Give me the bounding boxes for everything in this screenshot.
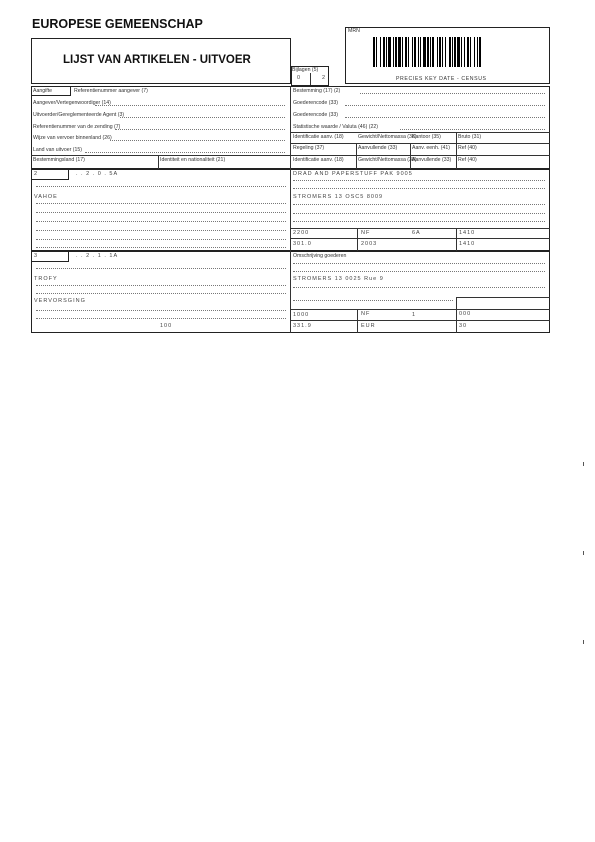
right-field-1: Goederencode (33) [293, 100, 338, 106]
bijlagen-value-a: 0 [297, 75, 302, 81]
document-title: LIJST VAN ARTIKELEN - UITVOER [63, 54, 251, 66]
item-1-number: 2 [34, 171, 39, 177]
community-title: EUROPESE GEMEENSCHAP [32, 17, 203, 31]
aangifte-label: Aangifte [33, 88, 53, 94]
right-row-c-1: Gewicht/Nettomassa (38) [358, 157, 417, 163]
field-uitvoerder: Uitvoerder/Gereglementeerde Agent (3) [33, 112, 125, 118]
right-row-b-2: Aanv. eenh. (41) [412, 145, 450, 151]
item-2-number: 3 [34, 253, 39, 259]
item-2-head: Omschrijving goederen [293, 253, 347, 259]
field-aangever: Aangever/Vertegenwoordiger (14) [33, 100, 111, 106]
item-2-qty-2: NF [361, 311, 371, 317]
item-2-description-2: VERVORSGING [34, 298, 86, 304]
item-2-qty-6: EUR [361, 323, 376, 329]
right-row-c-2: Aanvullende (33) [412, 157, 452, 163]
item-2-footer: 100 [160, 323, 173, 329]
item-2-qty-5: 331.9 [293, 323, 312, 329]
right-row-b-0: Regeling (37) [293, 145, 325, 151]
right-row-c-3: Ref (40) [458, 157, 477, 163]
right-field-2: Goederencode (33) [293, 112, 338, 118]
mrn-label: MRN [348, 28, 360, 34]
field-identiteit: Identiteit en nationaliteit (21) [160, 157, 226, 163]
right-field-3: Statistische waarde / Valuta (46) (22) [293, 124, 378, 130]
item-2-description-label: TROFY [34, 276, 58, 282]
item-2-code: . . 2 . 1 . 1A [76, 253, 119, 259]
right-row-a-2: Kantoor (35) [412, 134, 441, 140]
item-1-qty-3: 6A [412, 230, 421, 236]
right-row-c-0: Identificatie aanv. (18) [293, 157, 344, 163]
right-row-a-1: Gewicht/Nettomassa (38) [358, 134, 417, 140]
bijlagen-label: Bijlagen (5) [292, 67, 319, 73]
scan-mark [583, 462, 584, 466]
item-2-reference: STROMERS 13 0025 Rue 9 [293, 276, 384, 282]
right-row-a-3: Bruto (31) [458, 134, 482, 140]
item-2-qty-4: 000 [459, 311, 472, 317]
item-2-qty-1: 1000 [293, 312, 310, 318]
barcode-bar [481, 37, 482, 67]
scan-mark [583, 551, 584, 555]
right-row-b-3: Ref (40) [458, 145, 477, 151]
barcode-caption: PRECIES KEY DATE - CENSUS [396, 76, 487, 82]
scan-mark [583, 640, 584, 644]
item-1-qty-6: 2003 [361, 241, 378, 247]
field-land: Land van uitvoer (15) [33, 147, 83, 153]
item-1-qty-5: 301.0 [293, 241, 312, 247]
item-2-qty-7: 30 [459, 323, 468, 329]
item-1-code: . . 2 . 0 . 5A [76, 171, 119, 177]
barcode [373, 37, 547, 67]
right-row-a-0: Identificatie aanv. (18) [293, 134, 344, 140]
item-1-reference: STROMERS 13 OSC5 8009 [293, 194, 384, 200]
bijlagen-value-b: 2 [322, 75, 327, 81]
field-vervoer: Wijze van vervoer binnenland (26) [33, 135, 112, 141]
field-referentie: Referentienummer van de zending (7) [33, 124, 121, 130]
right-row-b-1: Aanvullende (33) [358, 145, 398, 151]
dest-label: Bestemming (17) (2) [293, 88, 341, 94]
item-2-qty-3: 1 [412, 312, 417, 318]
item-1-marks: DRAD AND PAPERSTUFF PAK 9005 [293, 171, 413, 177]
field-bestemming: Bestemmingsland (17) [33, 157, 85, 163]
item-1-qty-2: NF [361, 230, 371, 236]
item-1-qty-1: 2200 [293, 230, 310, 236]
item-1-qty-7: 1410 [459, 241, 476, 247]
item-1-description-label: VAHOE [34, 194, 58, 200]
item-1-qty-4: 1410 [459, 230, 476, 236]
ref-label: Referentienummer aangever (7) [74, 88, 148, 94]
